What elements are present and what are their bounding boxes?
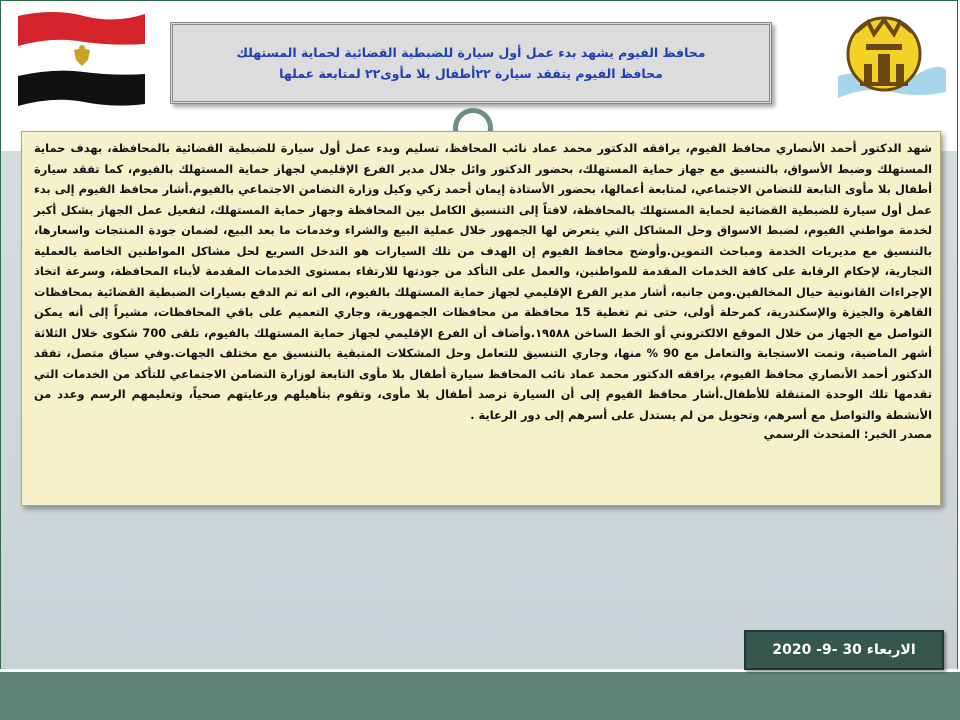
bottom-band (0, 669, 960, 720)
fayoum-governorate-logo-icon (838, 14, 946, 112)
egypt-flag-icon (14, 8, 149, 110)
headline-line-1: محافظ الفيوم يشهد بدء عمل أول سيارة للضبطية القضائية لحماية المستهلك (236, 45, 706, 60)
headline-box (170, 22, 772, 104)
article-body: شهد الدكتور أحمد الأنصاري محافظ الفيوم، يرافقه الدكتور محمد عماد نائب المحافظ، تسليم وبدء عمل أول سيارة للضبطية القضائية بالمحافظة، بهدف حماية المستهلك وضبط الأسواق، بالتنسيق مع جهاز حماية المستهلك، بحضور الدكتور وائل جلال مدير الفرع الإقليمي لجهاز حماية المستهلك بالفيوم، كما تفقد سيارة أطفال بلا مأوى التابعة للتضامن الاجتماعي، لمتابعة أعمالها، بحضور الأستاذة إيمان أحمد زكي وكيل وزارة التضامن الاجتماعي بالفيوم.أشار محافظ الفيوم إلى بدء عمل أول سيارة للضبطية القضائية لحماية المستهلك بالمحافظة، لافتاً إلى التنسيق الكامل بين المحافظة وجهاز حماية المستهلك، لتفعيل عمل الجهاز بشكل أكبر لخدمة مواطني الفيوم، لضبط الاسواق وحل المشاكل التي يتعرض لها الجمهور خلال عملية البيع والشراء وخدمات ما بعد البيع، لضمان جودة المنتجات واسعارها، بالتنسيق مع مديريات الخدمة ومباحث التموين.وأوضح محافظ الفيوم إن الهدف من تلك السيارات هو التدخل السريع لحل مشاكل المواطنين الخاصة بالعملية التجارية، لإحكام الرقابة على كافة الخدمات المقدمة للمواطنين، والعمل على التأكد من جودتها للارتقاء بمستوى الخدمات المقدمة لأبناء المحافظة، وسرعة اتخاذ الإجراءات القانونية حيال المخالفين.ومن جانبه، أشار مدير الفرع الإقليمي لجهاز حماية المستهلك بالفيوم، الى انه تم الدفع بسيارات الضبطية القضائية بمحافظات القاهرة والجيزة والإسكندرية، كمرحلة أولى، حتى تم تغطية 15 محافظة من محافظات الجمهورية، وجاري التعميم على باقي المحافظات، مشيراً إلى أنه يمكن التواصل مع الجهاز من خلال الموقع الالكتروني أو الخط الساخن ١٩٥٨٨.وأضاف أن الفرع الإقليمي لجهاز حماية المستهلك بالفيوم، تلقى 700 شكوى خلال الثلاثة أشهر الماضية، وتمت الاستجابة والتعامل مع 90 % منها، وجاري التنسيق للتعامل وحل المشكلات المتبقية بالتنسيق مع مختلف الجهات.وفي سياق متصل، تفقد الدكتور أحمد الأنصاري محافظ الفيوم، يرافقه الدكتور محمد عماد نائب المحافظ سيارة أطفال بلا مأوى التابعة لوزارة التضامن الاجتماعي للتأكد من الخدمات التي تقدمها تلك الوحدة المتنقلة للأطفال.أشار محافظ الفيوم إلى أن السيارة ترصد أطفال بلا مأوى، وتقوم بتأهيلهم ورعايتهم صحياً، وتعليمهم الرسم وعدد من الأنشطة والتواصل مع أسرهم، وتحويل من لم يستدل على أسرهم إلى دور الرعاية . (34, 141, 932, 422)
date-text: الاربعاء 30 -9- 2020 (772, 642, 916, 658)
date-badge (744, 630, 944, 670)
article-panel (21, 131, 941, 506)
article-source: مصدر الخبر: المتحدث الرسمي (763, 427, 932, 441)
headline-line-2: محافظ الفيوم يتفقد سيارة ٢٢أطفال بلا مأوى٢٢ لمتابعة عملها (279, 66, 663, 81)
